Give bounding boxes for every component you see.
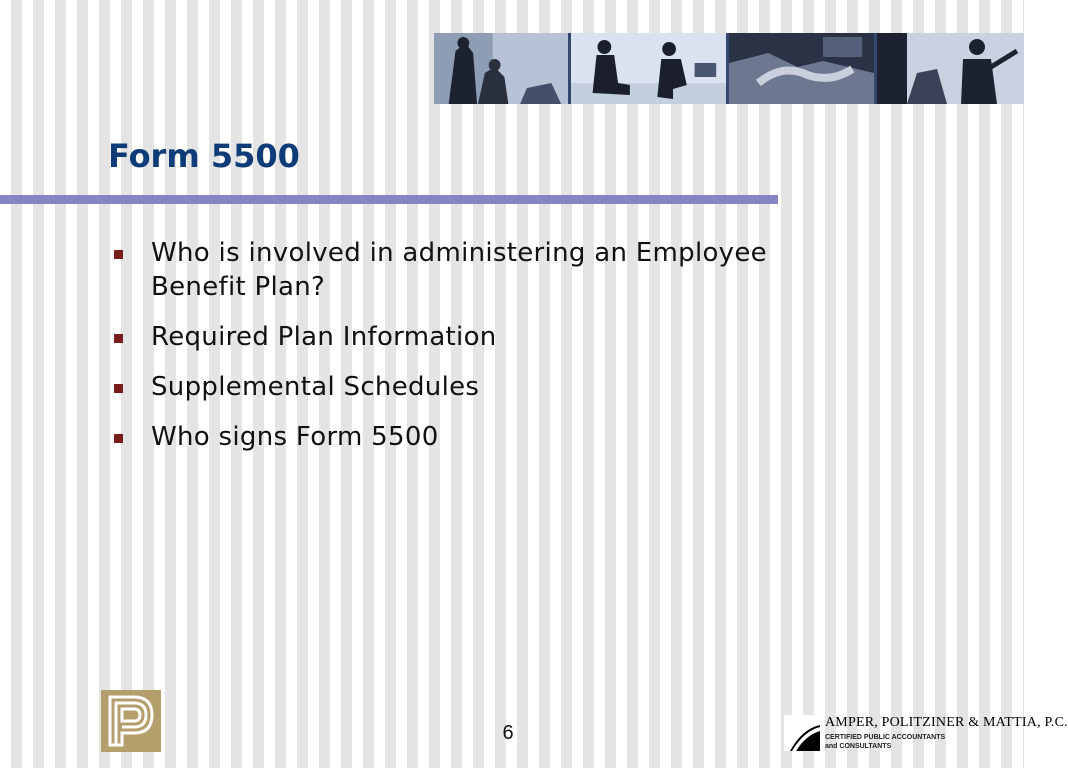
firm-tagline-line1: CERTIFIED PUBLIC ACCOUNTANTS — [825, 734, 946, 741]
firm-mark-icon — [784, 715, 820, 751]
banner-photo-meeting — [571, 33, 729, 104]
firm-logo — [784, 713, 1068, 753]
banner-photo-people-walking — [434, 33, 571, 104]
bullet-list — [114, 236, 834, 470]
slide-title: Form 5500 — [108, 137, 300, 175]
p-monogram-logo — [101, 690, 161, 752]
bullet-item — [114, 320, 834, 354]
bullet-text: Supplemental Schedules — [151, 372, 480, 402]
bullet-item — [114, 420, 834, 454]
banner-photo-handshake — [729, 33, 877, 104]
square-bullet-icon — [114, 250, 123, 259]
bullet-text: Who signs Form 5500 — [151, 422, 439, 452]
square-bullet-icon — [114, 434, 123, 443]
photo-banner — [434, 33, 1024, 104]
title-underline — [0, 195, 778, 204]
page-number: 6 — [502, 722, 514, 744]
firm-tagline-line2: and CONSULTANTS — [825, 743, 892, 750]
bullet-item — [114, 370, 834, 404]
square-bullet-icon — [114, 334, 123, 343]
banner-photo-presentation — [877, 33, 1024, 104]
bullet-text: Required Plan Information — [151, 322, 497, 352]
bullet-item — [114, 236, 834, 304]
firm-name: AMPER, POLITZINER & MATTIA, P.C. — [825, 715, 1068, 730]
bullet-text: Who is involved in administering an Employee Benefit Plan? — [151, 238, 767, 302]
square-bullet-icon — [114, 384, 123, 393]
